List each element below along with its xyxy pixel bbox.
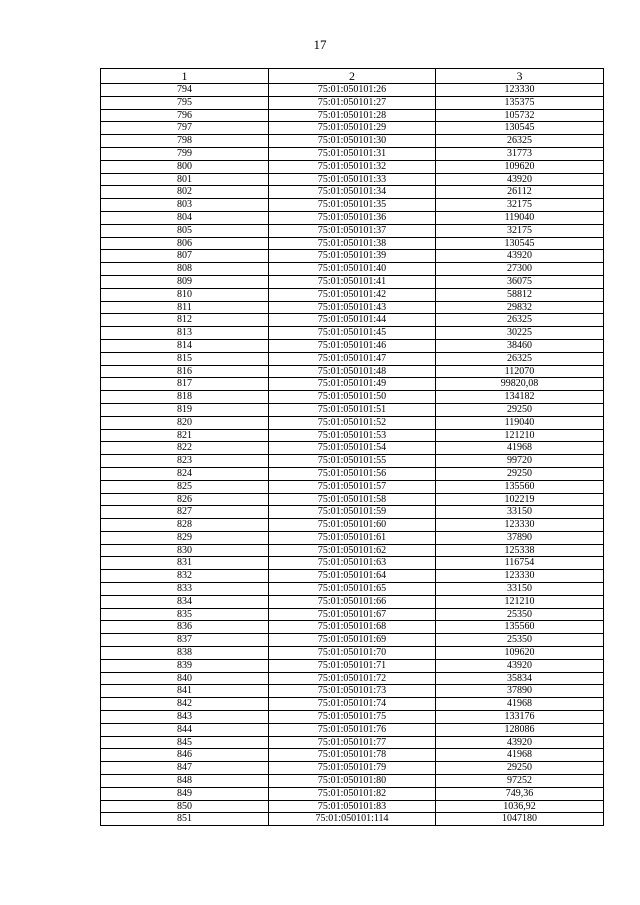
value-cell: 119040 — [436, 416, 604, 429]
table-row — [101, 199, 604, 212]
cadastral-number-cell: 75:01:050101:33 — [269, 173, 436, 186]
cadastral-number-cell: 75:01:050101:26 — [269, 84, 436, 97]
value-cell: 26112 — [436, 186, 604, 199]
value-cell: 135560 — [436, 480, 604, 493]
row-number-cell: 804 — [101, 211, 269, 224]
value-cell: 29250 — [436, 762, 604, 775]
row-number-cell: 823 — [101, 455, 269, 468]
value-cell: 37890 — [436, 531, 604, 544]
table-row — [101, 122, 604, 135]
row-number-cell: 843 — [101, 711, 269, 724]
cadastral-number-cell: 75:01:050101:27 — [269, 96, 436, 109]
value-cell: 27300 — [436, 263, 604, 276]
cadastral-number-cell: 75:01:050101:52 — [269, 416, 436, 429]
table-row — [101, 685, 604, 698]
cadastral-number-cell: 75:01:050101:39 — [269, 250, 436, 263]
row-number-cell: 796 — [101, 109, 269, 122]
row-number-cell: 836 — [101, 621, 269, 634]
value-cell: 99820,08 — [436, 378, 604, 391]
row-number-cell: 827 — [101, 506, 269, 519]
table-row — [101, 96, 604, 109]
value-cell: 109620 — [436, 160, 604, 173]
cadastral-number-cell: 75:01:050101:38 — [269, 237, 436, 250]
cadastral-number-cell: 75:01:050101:35 — [269, 199, 436, 212]
row-number-cell: 817 — [101, 378, 269, 391]
value-cell: 130545 — [436, 237, 604, 250]
table-row — [101, 762, 604, 775]
cadastral-number-cell: 75:01:050101:51 — [269, 403, 436, 416]
row-number-cell: 806 — [101, 237, 269, 250]
cadastral-number-cell: 75:01:050101:41 — [269, 275, 436, 288]
row-number-cell: 845 — [101, 736, 269, 749]
row-number-cell: 801 — [101, 173, 269, 186]
cadastral-number-cell: 75:01:050101:77 — [269, 736, 436, 749]
table-header-row — [101, 69, 604, 84]
cadastral-number-cell: 75:01:050101:43 — [269, 301, 436, 314]
value-cell: 32175 — [436, 224, 604, 237]
row-number-cell: 798 — [101, 135, 269, 148]
value-cell: 130545 — [436, 122, 604, 135]
value-cell: 38460 — [436, 339, 604, 352]
value-cell: 36075 — [436, 275, 604, 288]
value-cell: 26325 — [436, 135, 604, 148]
value-cell: 33150 — [436, 583, 604, 596]
row-number-cell: 816 — [101, 365, 269, 378]
table-row — [101, 787, 604, 800]
value-cell: 33150 — [436, 506, 604, 519]
row-number-cell: 833 — [101, 583, 269, 596]
row-number-cell: 802 — [101, 186, 269, 199]
row-number-cell: 840 — [101, 672, 269, 685]
table-row — [101, 135, 604, 148]
row-number-cell: 830 — [101, 544, 269, 557]
value-cell: 125338 — [436, 544, 604, 557]
cadastral-number-cell: 75:01:050101:79 — [269, 762, 436, 775]
row-number-cell: 800 — [101, 160, 269, 173]
row-number-cell: 828 — [101, 519, 269, 532]
row-number-cell: 812 — [101, 314, 269, 327]
row-number-cell: 807 — [101, 250, 269, 263]
table-row — [101, 467, 604, 480]
cadastral-number-cell: 75:01:050101:74 — [269, 698, 436, 711]
value-cell: 43920 — [436, 659, 604, 672]
table-row — [101, 736, 604, 749]
row-number-cell: 803 — [101, 199, 269, 212]
table-row — [101, 403, 604, 416]
value-cell: 123330 — [436, 570, 604, 583]
column-header-3: 3 — [436, 69, 604, 84]
row-number-cell: 799 — [101, 147, 269, 160]
table-row — [101, 391, 604, 404]
value-cell: 32175 — [436, 199, 604, 212]
cadastral-number-cell: 75:01:050101:45 — [269, 327, 436, 340]
cadastral-number-cell: 75:01:050101:61 — [269, 531, 436, 544]
row-number-cell: 794 — [101, 84, 269, 97]
table-row — [101, 416, 604, 429]
table-row — [101, 544, 604, 557]
row-number-cell: 829 — [101, 531, 269, 544]
row-number-cell: 837 — [101, 634, 269, 647]
cadastral-number-cell: 75:01:050101:80 — [269, 775, 436, 788]
cadastral-number-cell: 75:01:050101:47 — [269, 352, 436, 365]
cadastral-number-cell: 75:01:050101:66 — [269, 595, 436, 608]
table-row — [101, 327, 604, 340]
table-row — [101, 288, 604, 301]
row-number-cell: 809 — [101, 275, 269, 288]
value-cell: 121210 — [436, 595, 604, 608]
cadastral-number-cell: 75:01:050101:71 — [269, 659, 436, 672]
cadastral-number-cell: 75:01:050101:82 — [269, 787, 436, 800]
table-row — [101, 557, 604, 570]
table-row — [101, 365, 604, 378]
table-row — [101, 339, 604, 352]
cadastral-number-cell: 75:01:050101:48 — [269, 365, 436, 378]
value-cell: 749,36 — [436, 787, 604, 800]
table-row — [101, 749, 604, 762]
value-cell: 41968 — [436, 749, 604, 762]
table-row — [101, 173, 604, 186]
cadastral-number-cell: 75:01:050101:40 — [269, 263, 436, 276]
table-body — [101, 84, 604, 826]
table-row — [101, 659, 604, 672]
value-cell: 109620 — [436, 647, 604, 660]
cadastral-number-cell: 75:01:050101:70 — [269, 647, 436, 660]
value-cell: 135560 — [436, 621, 604, 634]
data-table — [100, 68, 604, 826]
row-number-cell: 847 — [101, 762, 269, 775]
row-number-cell: 848 — [101, 775, 269, 788]
value-cell: 121210 — [436, 429, 604, 442]
row-number-cell: 825 — [101, 480, 269, 493]
row-number-cell: 811 — [101, 301, 269, 314]
value-cell: 123330 — [436, 84, 604, 97]
row-number-cell: 832 — [101, 570, 269, 583]
cadastral-number-cell: 75:01:050101:28 — [269, 109, 436, 122]
cadastral-number-cell: 75:01:050101:37 — [269, 224, 436, 237]
table-row — [101, 352, 604, 365]
cadastral-number-cell: 75:01:050101:31 — [269, 147, 436, 160]
table-row — [101, 711, 604, 724]
cadastral-number-cell: 75:01:050101:54 — [269, 442, 436, 455]
value-cell: 119040 — [436, 211, 604, 224]
value-cell: 102219 — [436, 493, 604, 506]
row-number-cell: 819 — [101, 403, 269, 416]
value-cell: 35834 — [436, 672, 604, 685]
table-row — [101, 698, 604, 711]
cadastral-number-cell: 75:01:050101:55 — [269, 455, 436, 468]
table-row — [101, 519, 604, 532]
row-number-cell: 821 — [101, 429, 269, 442]
column-header-2: 2 — [269, 69, 436, 84]
table-row — [101, 250, 604, 263]
table-row — [101, 595, 604, 608]
table-row — [101, 442, 604, 455]
cadastral-number-cell: 75:01:050101:62 — [269, 544, 436, 557]
row-number-cell: 810 — [101, 288, 269, 301]
row-number-cell: 850 — [101, 800, 269, 813]
cadastral-number-cell: 75:01:050101:44 — [269, 314, 436, 327]
value-cell: 31773 — [436, 147, 604, 160]
cadastral-number-cell: 75:01:050101:68 — [269, 621, 436, 634]
value-cell: 41968 — [436, 698, 604, 711]
value-cell: 135375 — [436, 96, 604, 109]
cadastral-number-cell: 75:01:050101:57 — [269, 480, 436, 493]
cadastral-number-cell: 75:01:050101:50 — [269, 391, 436, 404]
cadastral-number-cell: 75:01:050101:49 — [269, 378, 436, 391]
cadastral-number-cell: 75:01:050101:114 — [269, 813, 436, 826]
table-row — [101, 723, 604, 736]
table-row — [101, 147, 604, 160]
row-number-cell: 826 — [101, 493, 269, 506]
row-number-cell: 824 — [101, 467, 269, 480]
table-row — [101, 109, 604, 122]
value-cell: 43920 — [436, 173, 604, 186]
value-cell: 26325 — [436, 352, 604, 365]
table-row — [101, 237, 604, 250]
row-number-cell: 844 — [101, 723, 269, 736]
row-number-cell: 841 — [101, 685, 269, 698]
value-cell: 105732 — [436, 109, 604, 122]
value-cell: 58812 — [436, 288, 604, 301]
cadastral-number-cell: 75:01:050101:72 — [269, 672, 436, 685]
cadastral-number-cell: 75:01:050101:65 — [269, 583, 436, 596]
value-cell: 29250 — [436, 467, 604, 480]
table-row — [101, 506, 604, 519]
table-row — [101, 224, 604, 237]
value-cell: 99720 — [436, 455, 604, 468]
row-number-cell: 838 — [101, 647, 269, 660]
row-number-cell: 846 — [101, 749, 269, 762]
table-row — [101, 186, 604, 199]
value-cell: 43920 — [436, 250, 604, 263]
cadastral-number-cell: 75:01:050101:60 — [269, 519, 436, 532]
cadastral-number-cell: 75:01:050101:69 — [269, 634, 436, 647]
row-number-cell: 797 — [101, 122, 269, 135]
row-number-cell: 818 — [101, 391, 269, 404]
table-row — [101, 800, 604, 813]
row-number-cell: 851 — [101, 813, 269, 826]
cadastral-number-cell: 75:01:050101:73 — [269, 685, 436, 698]
row-number-cell: 831 — [101, 557, 269, 570]
value-cell: 29832 — [436, 301, 604, 314]
row-number-cell: 835 — [101, 608, 269, 621]
cadastral-number-cell: 75:01:050101:64 — [269, 570, 436, 583]
value-cell: 134182 — [436, 391, 604, 404]
value-cell: 29250 — [436, 403, 604, 416]
value-cell: 1036,92 — [436, 800, 604, 813]
table-row — [101, 621, 604, 634]
table-row — [101, 263, 604, 276]
value-cell: 97252 — [436, 775, 604, 788]
table-row — [101, 84, 604, 97]
table-row — [101, 480, 604, 493]
cadastral-number-cell: 75:01:050101:42 — [269, 288, 436, 301]
table-row — [101, 160, 604, 173]
table-row — [101, 583, 604, 596]
row-number-cell: 814 — [101, 339, 269, 352]
table-row — [101, 314, 604, 327]
row-number-cell: 842 — [101, 698, 269, 711]
table-row — [101, 531, 604, 544]
cadastral-number-cell: 75:01:050101:30 — [269, 135, 436, 148]
cadastral-number-cell: 75:01:050101:32 — [269, 160, 436, 173]
row-number-cell: 822 — [101, 442, 269, 455]
cadastral-number-cell: 75:01:050101:75 — [269, 711, 436, 724]
column-header-1: 1 — [101, 69, 269, 84]
table-row — [101, 275, 604, 288]
row-number-cell: 839 — [101, 659, 269, 672]
value-cell: 128086 — [436, 723, 604, 736]
row-number-cell: 813 — [101, 327, 269, 340]
value-cell: 26325 — [436, 314, 604, 327]
table-row — [101, 608, 604, 621]
table-row — [101, 301, 604, 314]
value-cell: 1047180 — [436, 813, 604, 826]
table-row — [101, 429, 604, 442]
cadastral-number-cell: 75:01:050101:46 — [269, 339, 436, 352]
cadastral-number-cell: 75:01:050101:78 — [269, 749, 436, 762]
cadastral-number-cell: 75:01:050101:29 — [269, 122, 436, 135]
cadastral-number-cell: 75:01:050101:67 — [269, 608, 436, 621]
table-row — [101, 813, 604, 826]
value-cell: 41968 — [436, 442, 604, 455]
value-cell: 25350 — [436, 608, 604, 621]
row-number-cell: 815 — [101, 352, 269, 365]
row-number-cell: 795 — [101, 96, 269, 109]
row-number-cell: 808 — [101, 263, 269, 276]
cadastral-number-cell: 75:01:050101:59 — [269, 506, 436, 519]
cadastral-number-cell: 75:01:050101:83 — [269, 800, 436, 813]
cadastral-number-cell: 75:01:050101:56 — [269, 467, 436, 480]
page-number: 17 — [313, 37, 327, 52]
table-row — [101, 634, 604, 647]
value-cell: 37890 — [436, 685, 604, 698]
value-cell: 116754 — [436, 557, 604, 570]
value-cell: 43920 — [436, 736, 604, 749]
value-cell: 133176 — [436, 711, 604, 724]
table-row — [101, 775, 604, 788]
value-cell: 123330 — [436, 519, 604, 532]
row-number-cell: 820 — [101, 416, 269, 429]
value-cell: 112070 — [436, 365, 604, 378]
table-row — [101, 570, 604, 583]
cadastral-number-cell: 75:01:050101:34 — [269, 186, 436, 199]
cadastral-number-cell: 75:01:050101:53 — [269, 429, 436, 442]
table-row — [101, 647, 604, 660]
table-row — [101, 493, 604, 506]
cadastral-number-cell: 75:01:050101:36 — [269, 211, 436, 224]
row-number-cell: 805 — [101, 224, 269, 237]
value-cell: 25350 — [436, 634, 604, 647]
cadastral-number-cell: 75:01:050101:76 — [269, 723, 436, 736]
table-row — [101, 378, 604, 391]
value-cell: 30225 — [436, 327, 604, 340]
table-row — [101, 211, 604, 224]
table-row — [101, 455, 604, 468]
cadastral-number-cell: 75:01:050101:58 — [269, 493, 436, 506]
row-number-cell: 849 — [101, 787, 269, 800]
cadastral-number-cell: 75:01:050101:63 — [269, 557, 436, 570]
row-number-cell: 834 — [101, 595, 269, 608]
table-row — [101, 672, 604, 685]
